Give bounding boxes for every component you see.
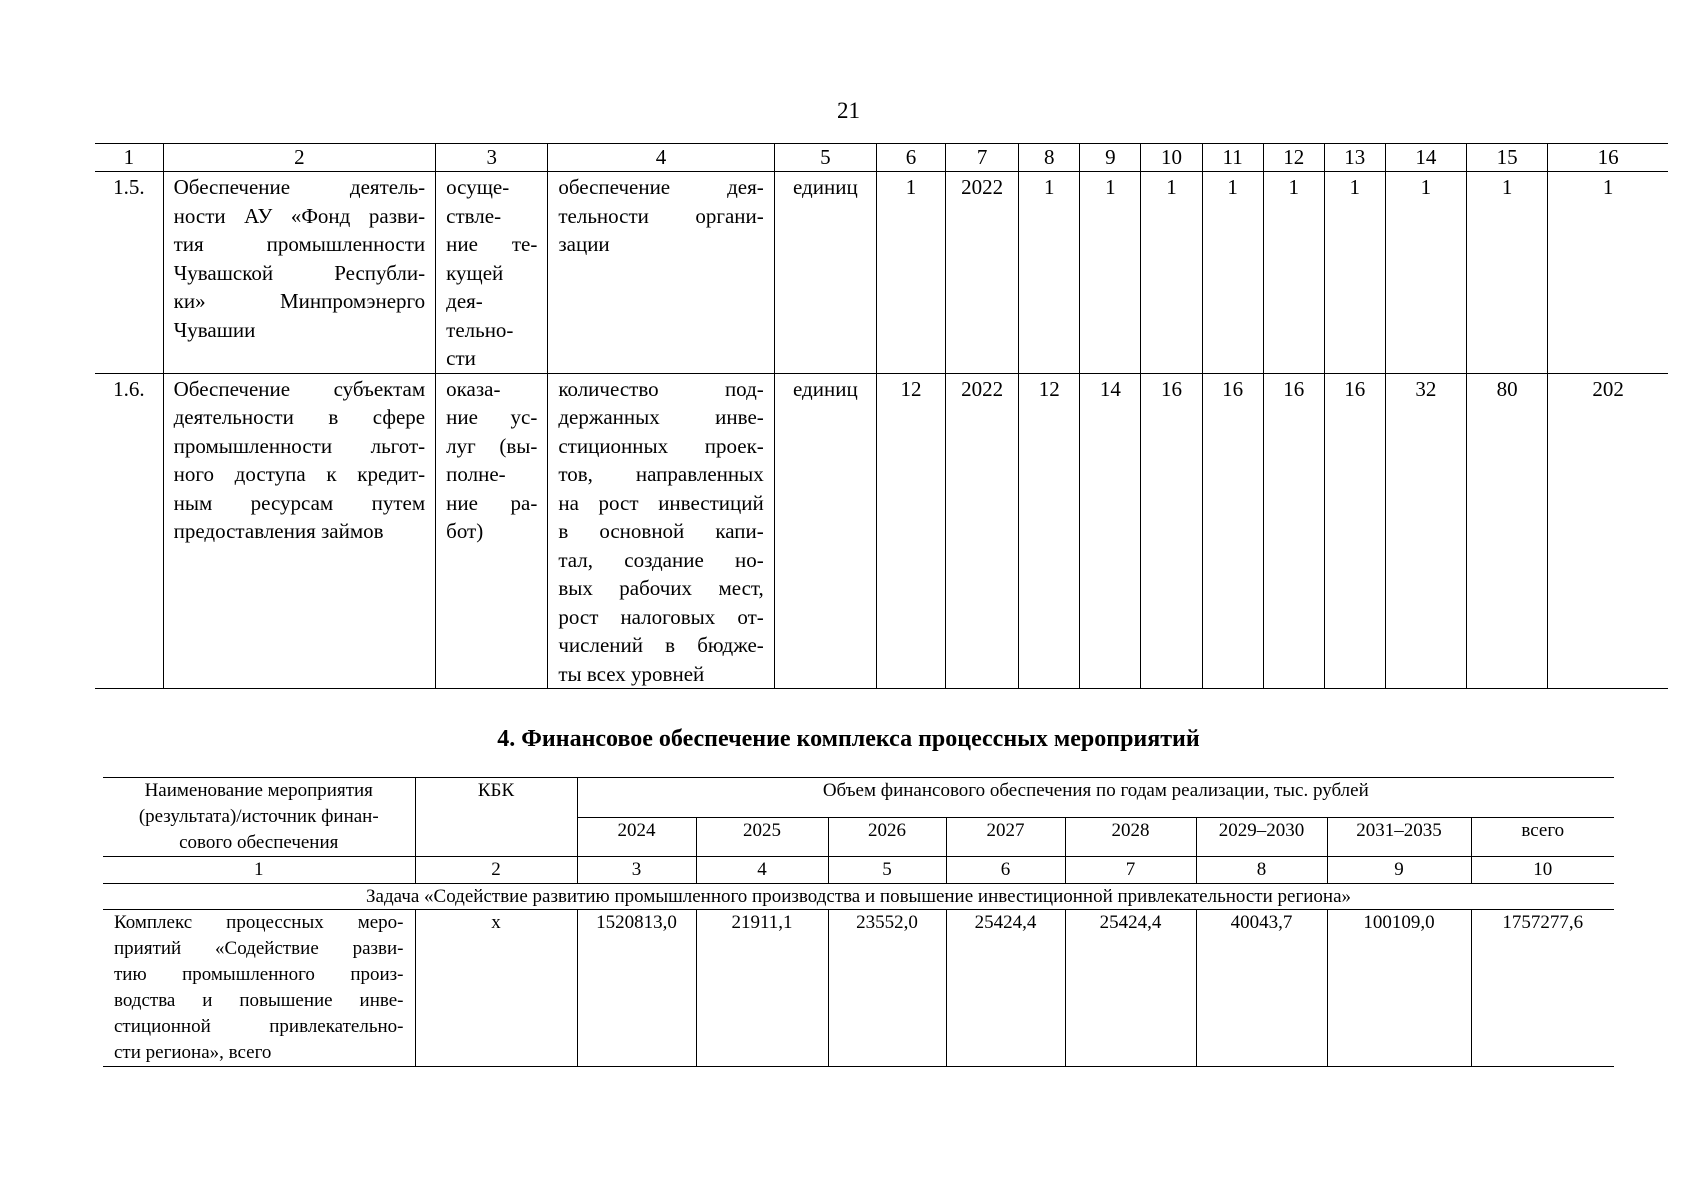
column-number: 9 (1080, 144, 1141, 172)
complex-name (103, 910, 415, 1067)
text-line: тию промышленного произ- (114, 964, 404, 985)
value-cell: 12 (876, 373, 945, 689)
text-line: Чувашской Республи- (173, 260, 426, 285)
column-number: 7 (946, 144, 1019, 172)
row-number: 1.5. (95, 172, 163, 374)
text-line: зации (558, 232, 610, 256)
text-line: вых рабочих мест, (558, 576, 764, 600)
value-cell: 1 (1080, 172, 1141, 374)
header-event-name (103, 778, 415, 857)
text-line: ние ус- (446, 405, 538, 429)
header-row (103, 778, 1614, 818)
column-number: 6 (876, 144, 945, 172)
task-title: Задача «Содействие развитию промышленного производства и повышение инвестиционной привлекательности региона» (103, 884, 1614, 910)
text-line: числений в бюдже- (558, 633, 764, 657)
value-cell: 16 (1141, 373, 1202, 689)
value-cell: 16 (1263, 373, 1324, 689)
text-line: сти (446, 346, 476, 370)
text-line: стиционной привлекательно- (114, 1016, 404, 1037)
text-line: Наименование мероприятия (144, 780, 373, 801)
column-number: 4 (696, 857, 828, 884)
event-name (163, 172, 436, 374)
column-number: 3 (577, 857, 696, 884)
value-cell: 1 (1467, 172, 1548, 374)
event-name (163, 373, 436, 689)
column-number: 16 (1548, 144, 1668, 172)
column-number: 10 (1141, 144, 1202, 172)
value-cell: 14 (1080, 373, 1141, 689)
text-line: сового обеспечения (179, 832, 339, 853)
year-header: 2027 (946, 817, 1065, 857)
header-volume: Объем финансового обеспечения по годам реализации, тыс. рублей (577, 778, 1614, 818)
column-number: 2 (415, 857, 577, 884)
unit: единиц (774, 373, 876, 689)
value-cell: 1 (1019, 172, 1080, 374)
indicator-name (548, 172, 774, 374)
column-number: 13 (1324, 144, 1385, 172)
column-number: 5 (828, 857, 946, 884)
column-number-row (95, 144, 1668, 172)
column-number: 14 (1385, 144, 1466, 172)
text-line: ние ра- (446, 490, 538, 515)
text-line: дея- (446, 289, 483, 313)
section-title: 4. Финансовое обеспечение комплекса процессных мероприятий (497, 726, 1200, 752)
column-number: 6 (946, 857, 1065, 884)
text-line: тельности органи- (558, 203, 764, 228)
text-line: Комплекс процессных меро- (114, 912, 404, 933)
text-line: кущей (446, 260, 504, 285)
column-number: 2 (163, 144, 436, 172)
value-cell: 1 (1324, 172, 1385, 374)
text-line: на рост инвестиций (558, 490, 764, 515)
column-number: 15 (1467, 144, 1548, 172)
column-number: 8 (1196, 857, 1327, 884)
amount-cell: 25424,4 (1065, 910, 1196, 1067)
text-line: обеспечение дея- (558, 175, 764, 199)
indicator-name (548, 373, 774, 689)
text-line: ным ресурсам путем (173, 490, 426, 515)
table-row (95, 172, 1668, 374)
text-line: ние те- (446, 232, 538, 256)
year-header: 2029–2030 (1196, 817, 1327, 857)
column-number: 3 (436, 144, 548, 172)
task-row (103, 884, 1614, 910)
financing-table (103, 777, 1614, 1067)
amount-cell: 1520813,0 (577, 910, 696, 1067)
text-line: луг (вы- (446, 433, 538, 458)
amount-cell: 25424,4 (946, 910, 1065, 1067)
text-line: Обеспечение субъектам (173, 376, 426, 401)
value-cell: 1 (1263, 172, 1324, 374)
column-number-row (103, 857, 1614, 884)
year-header: 2026 (828, 817, 946, 857)
column-number: 8 (1019, 144, 1080, 172)
amount-cell: 40043,7 (1196, 910, 1327, 1067)
column-number: 12 (1263, 144, 1324, 172)
text-line: (результата)/источник финан- (138, 806, 379, 827)
year-header: 2031–2035 (1327, 817, 1471, 857)
text-line: тов, направленных (558, 462, 764, 486)
event-type (436, 172, 548, 374)
text-line: полне- (446, 462, 506, 486)
text-line: промышленности льгот- (173, 433, 426, 458)
year-header: 2028 (1065, 817, 1196, 857)
table-row (95, 373, 1668, 689)
column-number: 7 (1065, 857, 1196, 884)
text-line: ного доступа к кредит- (173, 462, 426, 486)
column-number: 1 (95, 144, 163, 172)
text-line: рост налоговых от- (558, 604, 764, 629)
value-cell: 2022 (946, 373, 1019, 689)
text-line: сти региона», всего (114, 1042, 272, 1063)
text-line: стиционных проек- (558, 433, 764, 458)
value-cell: 2022 (946, 172, 1019, 374)
amount-cell: 23552,0 (828, 910, 946, 1067)
value-cell: 32 (1385, 373, 1466, 689)
text-line: тия промышленности (173, 232, 426, 256)
value-cell: 1 (1385, 172, 1466, 374)
text-line: водства и повышение инве- (114, 990, 404, 1011)
text-line: осуще- (446, 175, 510, 199)
column-number: 10 (1471, 857, 1614, 884)
page-number: 21 (837, 98, 860, 123)
amount-cell: 1757277,6 (1471, 910, 1614, 1067)
year-header: 2025 (696, 817, 828, 857)
year-header: 2024 (577, 817, 696, 857)
text-line: ствле- (446, 203, 502, 228)
text-line: количество под- (558, 376, 764, 401)
value-cell: 1 (876, 172, 945, 374)
amount-cell: 100109,0 (1327, 910, 1471, 1067)
column-number: 5 (774, 144, 876, 172)
event-type (436, 373, 548, 689)
text-line: Обеспечение деятель- (173, 175, 426, 199)
value-cell: 1 (1141, 172, 1202, 374)
text-line: бот) (446, 519, 484, 543)
text-line: деятельности в сфере (173, 405, 426, 429)
value-cell: 16 (1202, 373, 1263, 689)
kbk-value: х (415, 910, 577, 1067)
value-cell: 202 (1548, 373, 1668, 689)
text-line: тельно- (446, 317, 514, 342)
text-line: Чувашии (173, 317, 256, 342)
column-number: 4 (548, 144, 774, 172)
text-line: предоставления займов (173, 519, 384, 543)
row-number: 1.6. (95, 373, 163, 689)
year-header: всего (1471, 817, 1614, 857)
text-line: приятий «Содействие разви- (114, 938, 404, 959)
text-line: в основной капи- (558, 519, 764, 543)
amount-cell: 21911,1 (696, 910, 828, 1067)
column-number: 1 (103, 857, 415, 884)
text-line: тал, создание но- (558, 547, 764, 572)
column-number: 9 (1327, 857, 1471, 884)
text-line: держанных инве- (558, 405, 764, 429)
text-line: ности АУ «Фонд разви- (173, 203, 426, 228)
value-cell: 80 (1467, 373, 1548, 689)
text-line: ки» Минпромэнерго (173, 289, 426, 313)
text-line: ты всех уровней (558, 661, 705, 686)
value-cell: 16 (1324, 373, 1385, 689)
value-cell: 12 (1019, 373, 1080, 689)
text-line: оказа- (446, 376, 501, 401)
indicators-table (95, 143, 1668, 689)
column-number: 11 (1202, 144, 1263, 172)
header-kbk: КБК (415, 778, 577, 857)
value-cell: 1 (1548, 172, 1668, 374)
value-cell: 1 (1202, 172, 1263, 374)
table-row (103, 910, 1614, 1067)
unit: единиц (774, 172, 876, 374)
